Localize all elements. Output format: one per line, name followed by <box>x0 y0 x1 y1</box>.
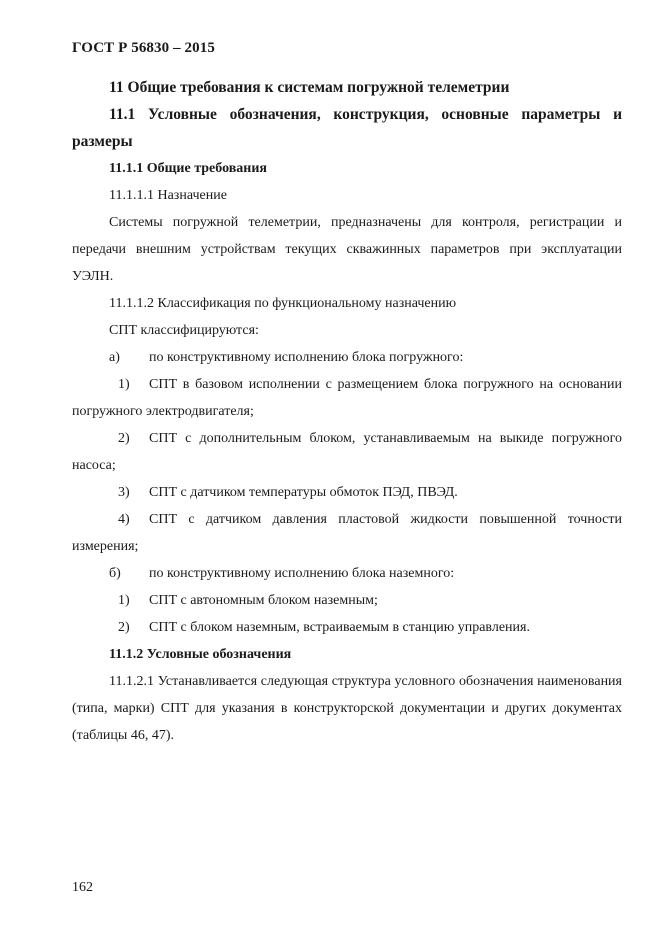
para-11-1-1-2-intro: СПТ классифицируются: <box>109 323 259 338</box>
list-item-b-2 <box>72 614 622 641</box>
list-marker: 4) <box>118 512 130 527</box>
list-text: по конструктивному исполнению блока наземного: <box>149 566 455 581</box>
list-text: СПТ с автономным блоком наземным; <box>149 593 378 608</box>
list-marker: 1) <box>118 377 130 392</box>
list-marker: а) <box>109 350 120 365</box>
list-text: по конструктивному исполнению блока погружного: <box>149 350 464 365</box>
section-11-1-1-title: 11.1.1 Общие требования <box>109 161 267 176</box>
list-item-b-1 <box>72 587 622 614</box>
document-header: ГОСТ Р 56830 – 2015 <box>72 40 215 56</box>
list-item-a-2 <box>72 425 622 479</box>
list-item-a-1 <box>72 371 622 425</box>
list-item-a <box>72 344 622 371</box>
document-body <box>72 70 622 749</box>
list-text: СПТ с датчиком температуры обмоток ПЭД, ПВЭД. <box>149 485 458 500</box>
list-marker: 1) <box>118 593 130 608</box>
list-text: СПТ с дополнительным блоком, устанавливаемым на выкиде погружного насоса; <box>72 431 622 473</box>
list-item-b <box>72 560 622 587</box>
para-11-1-1-2-heading: 11.1.1.2 Классификация по функциональному назначению <box>109 296 457 311</box>
list-text: СПТ с датчиком давления пластовой жидкости повышенной точности измерения; <box>72 512 622 554</box>
section-11-1-2-title: 11.1.2 Условные обозначения <box>109 647 292 662</box>
list-text: СПТ в базовом исполнении с размещением блока погружного на основании погружного электродвигателя; <box>72 377 622 419</box>
para-11-1-2-1: 11.1.2.1 Устанавливается следующая структура условного обозначения наименования (типа, марки) СПТ для указания в конструкторской документации и других документах (таблицы 46, 47). <box>72 674 622 743</box>
list-text: СПТ с блоком наземным, встраиваемым в станцию управления. <box>149 620 530 635</box>
section-11-title: 11 Общие требования к системам погружной телеметрии <box>109 79 510 96</box>
para-11-1-1-1-heading: 11.1.1.1 Назначение <box>109 188 227 203</box>
list-marker: 2) <box>118 431 130 446</box>
page-number: 162 <box>72 880 93 895</box>
section-11-1-title: 11.1 Условные обозначения, конструкция, основные параметры и размеры <box>72 106 622 150</box>
list-item-a-4 <box>72 506 622 560</box>
list-marker: 2) <box>118 620 130 635</box>
list-item-a-3 <box>72 479 622 506</box>
para-11-1-1-1-text: Системы погружной телеметрии, предназначены для контроля, регистрации и передачи внешним устройствам текущих скважинных параметров при эксплуатации УЭЛН. <box>72 215 622 284</box>
list-marker: б) <box>109 566 121 581</box>
list-marker: 3) <box>118 485 130 500</box>
